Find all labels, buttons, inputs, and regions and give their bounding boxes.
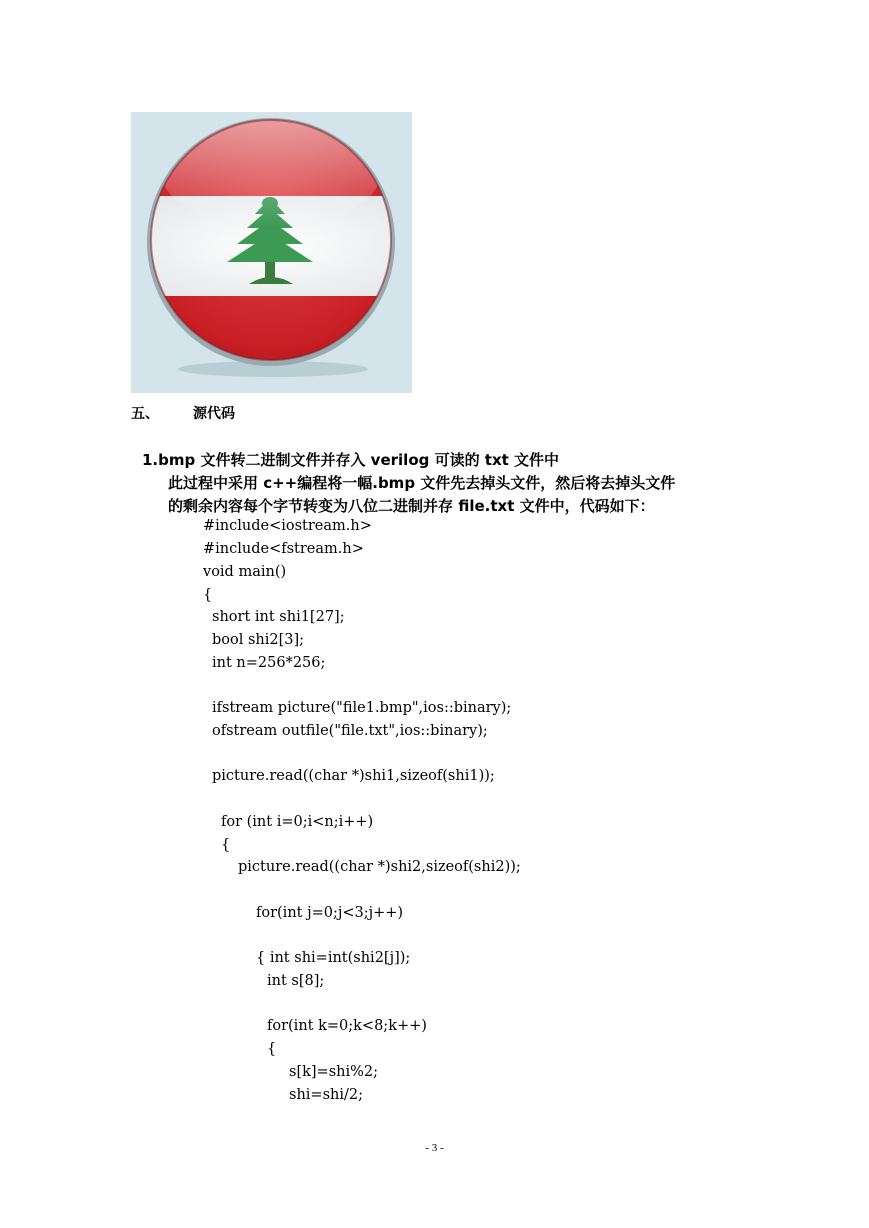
paragraph-line-1: 此过程中采用 c++编程将一幅.bmp 文件先去掉头文件，然后将去掉头文件: [168, 474, 676, 492]
paragraph-line-2: 的剩余内容每个字节转变为八位二进制并存 file.txt 文件中，代码如下：: [168, 497, 655, 515]
code-line: int s[8];: [267, 973, 325, 989]
code-line: ofstream outfile("file.txt",ios::binary);: [212, 723, 488, 739]
lebanon-flag-image: [131, 112, 412, 393]
code-line: for(int j=0;j<3;j++): [256, 905, 404, 921]
code-line: for (int i=0;i<n;i++): [221, 814, 374, 830]
section-number: 五、: [131, 406, 159, 422]
code-line: s[k]=shi%2;: [289, 1064, 378, 1080]
code-line: ifstream picture("file1.bmp",ios::binary);: [212, 700, 512, 716]
code-line: short int shi1[27];: [212, 609, 345, 625]
code-line: {: [203, 587, 213, 603]
code-line: void main(): [203, 564, 287, 580]
section-heading: [131, 403, 235, 423]
code-line: { int shi=int(shi2[j]);: [256, 950, 411, 966]
page-number: - 3 -: [425, 1142, 444, 1154]
code-line: {: [267, 1041, 277, 1057]
code-line: #include<iostream.h>: [203, 518, 372, 534]
code-line: for(int k=0;k<8;k++): [267, 1018, 427, 1034]
section-title: 源代码: [193, 406, 235, 422]
subsection-title: 1.bmp 文件转二进制文件并存入 verilog 可读的 txt 文件中: [142, 451, 560, 469]
code-line: {: [221, 837, 231, 853]
code-line: int n=256*256;: [212, 655, 326, 671]
code-line: shi=shi/2;: [289, 1087, 363, 1103]
code-line: picture.read((char *)shi1,sizeof(shi1));: [212, 768, 495, 784]
code-line: bool shi2[3];: [212, 632, 305, 648]
code-line: picture.read((char *)shi2,sizeof(shi2));: [238, 859, 521, 875]
code-line: #include<fstream.h>: [203, 541, 364, 557]
